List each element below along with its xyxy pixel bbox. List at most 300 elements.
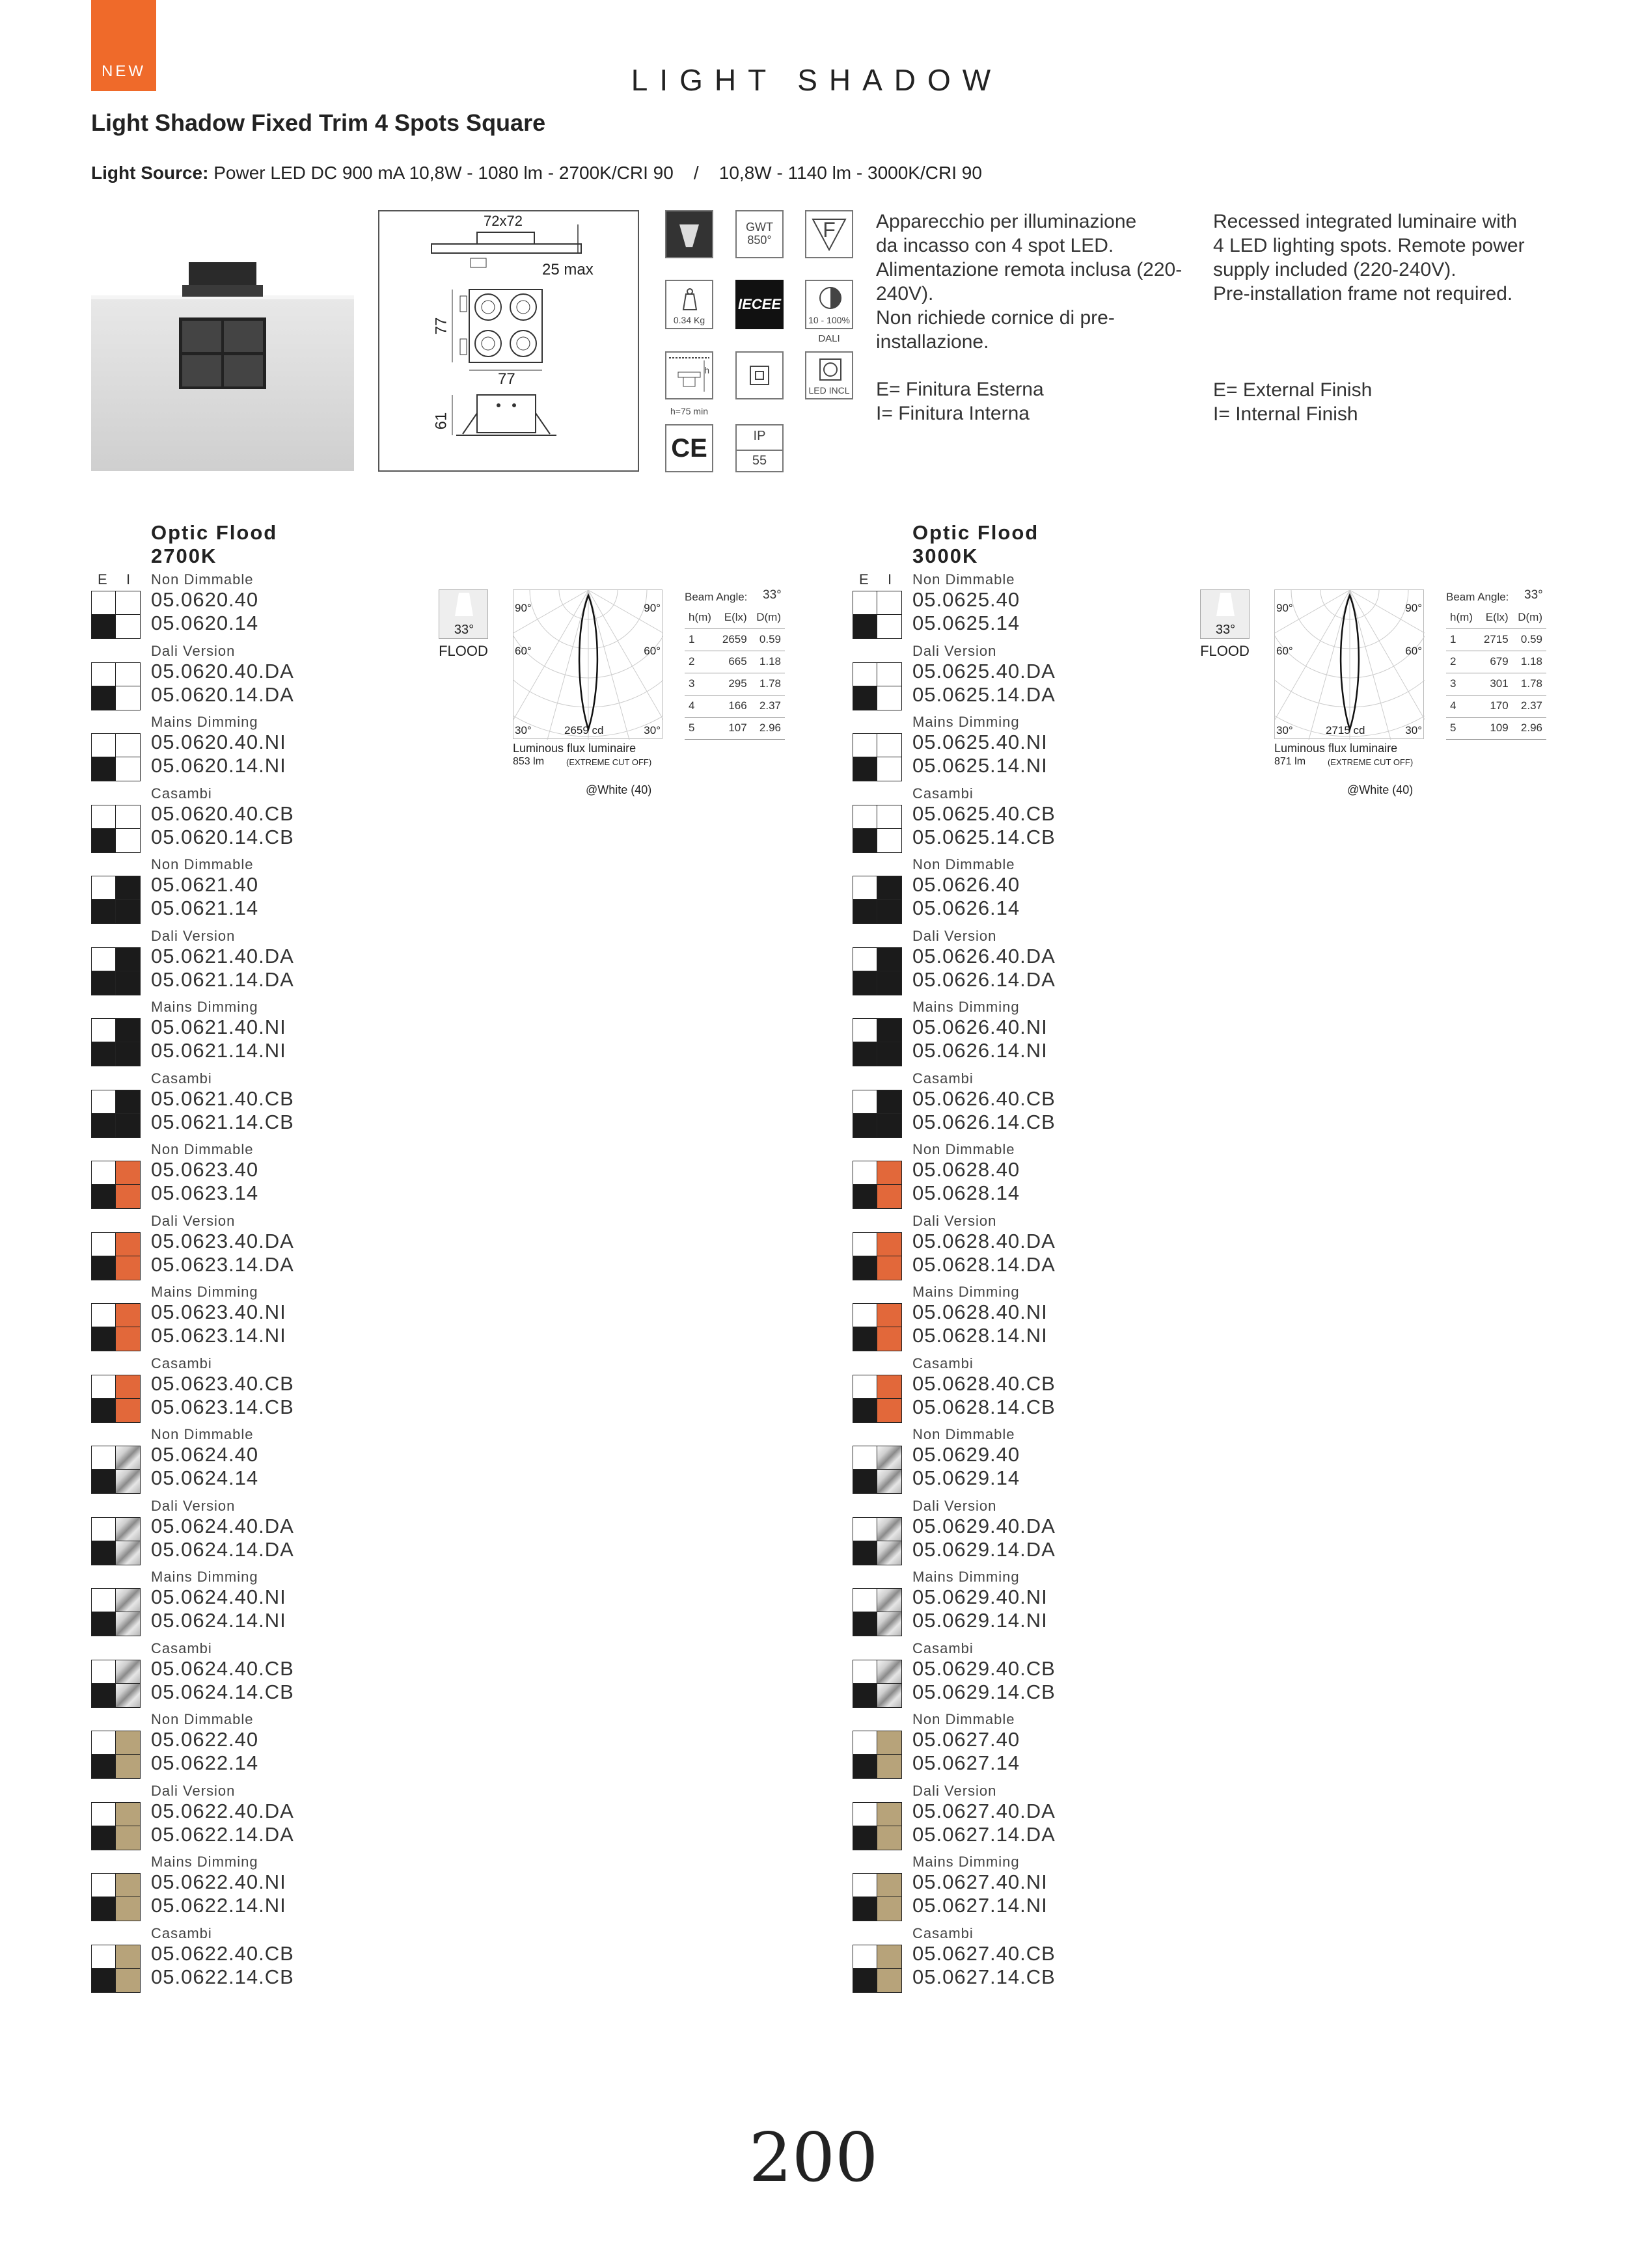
ce-mark-icon: [665, 424, 713, 472]
product-code: 05.0621.40.CB: [151, 1087, 294, 1110]
finish-swatch: [91, 1588, 141, 1636]
product-code: 05.0625.40: [912, 588, 1020, 611]
swatch-external-white: [92, 663, 116, 686]
product-code: 05.0629.40.CB: [912, 1656, 1056, 1680]
swatch-external-black: [92, 1826, 116, 1850]
product-code: 05.0621.14.DA: [151, 967, 294, 991]
product-code: 05.0624.14: [151, 1466, 259, 1489]
product-code: 05.0623.14.DA: [151, 1252, 294, 1276]
dim-depth: 25 max: [542, 261, 594, 278]
table-cell: 2: [685, 651, 717, 673]
finish-swatch: [91, 947, 141, 995]
product-code: 05.0627.14.DA: [912, 1822, 1056, 1846]
internal-finish-header: I: [888, 571, 892, 587]
iecee-label: IECEE: [737, 295, 782, 312]
swatch-external-white: [92, 1090, 116, 1114]
finish-swatch: [91, 1660, 141, 1708]
finish-swatch: [91, 1731, 141, 1779]
variant-type: Casambi: [151, 1640, 212, 1656]
finish-swatch: [853, 1873, 902, 1921]
table-cell: 1.78: [1512, 673, 1546, 695]
finish-swatch: [91, 805, 141, 853]
product-code: 05.0629.40.DA: [912, 1514, 1056, 1537]
product-code: 05.0622.40.CB: [151, 1941, 294, 1965]
swatch-internal-orange: [877, 1375, 901, 1399]
product-code: 05.0629.14.NI: [912, 1609, 1048, 1632]
beam-badge: 33°: [1215, 623, 1236, 637]
desc-it-line: Alimentazione remota inclusa (220-: [876, 259, 1183, 280]
swatch-external-black: [853, 829, 877, 852]
flux-label: Luminous flux luminaire: [513, 742, 636, 755]
table-cell: 109: [1478, 717, 1512, 739]
light-source: [91, 163, 982, 183]
variant-type: Mains Dimming: [151, 1284, 258, 1300]
external-finish-header: E: [98, 571, 107, 587]
f-mark-label: F: [823, 218, 836, 242]
swatch-internal-orange: [116, 1256, 140, 1280]
swatch-internal-chrome: [116, 1518, 140, 1541]
swatch-external-white: [853, 1660, 877, 1684]
swatch-internal-gold: [877, 1874, 901, 1897]
product-code: 05.0626.40: [912, 873, 1020, 896]
variant-type: Casambi: [912, 785, 974, 802]
swatch-external-white: [92, 1803, 116, 1826]
product-code: 05.0621.40.NI: [151, 1016, 286, 1038]
swatch-internal-black: [116, 1019, 140, 1042]
product-code: 05.0628.40.DA: [912, 1229, 1056, 1252]
table-cell: 295: [717, 673, 750, 695]
swatch-external-white: [92, 1233, 116, 1256]
product-code: 05.0629.40.NI: [912, 1586, 1048, 1608]
optic-title: Optic Flood: [912, 521, 1039, 544]
variant-type: Dali Version: [151, 1212, 236, 1229]
gwt-icon: [735, 210, 784, 258]
product-code: 05.0626.14.CB: [912, 1110, 1056, 1133]
variant-type: Non Dimmable: [912, 1711, 1015, 1727]
product-code: 05.0620.14: [151, 612, 259, 634]
product-code: 05.0622.14.CB: [151, 1965, 294, 1988]
product-code: 05.0629.40: [912, 1443, 1020, 1466]
product-code: 05.0622.40.NI: [151, 1870, 286, 1893]
swatch-external-white: [92, 1731, 116, 1755]
table-header-cell: E(lx): [1478, 606, 1512, 628]
table-cell: 2.96: [1512, 717, 1546, 739]
ip-rating-icon: [735, 424, 784, 472]
swatch-internal-white: [877, 757, 901, 781]
description-it: [876, 209, 1188, 425]
finish-swatch: [853, 1161, 902, 1209]
new-badge-label: NEW: [102, 62, 146, 80]
variant-type: Non Dimmable: [912, 571, 1015, 587]
swatch-internal-orange: [877, 1185, 901, 1208]
polar-label: 90°: [515, 602, 532, 614]
light-source-text: Power LED DC 900 mA 10,8W - 1080 lm - 2700K/CRI 90 / 10,8W - 1140 lm - 3000K/CRI 90: [208, 163, 982, 183]
swatch-external-white: [853, 591, 877, 615]
swatch-internal-white: [877, 829, 901, 852]
product-code: 05.0624.40.CB: [151, 1656, 294, 1680]
dimming-icon: [805, 280, 853, 329]
product-code: 05.0626.40.CB: [912, 1087, 1056, 1110]
variant-type: Casambi: [151, 1924, 212, 1941]
product-code: 05.0621.14: [151, 897, 259, 919]
swatch-internal-white: [877, 663, 901, 686]
desc-en-line: E= External Finish: [1213, 379, 1373, 401]
swatch-external-black: [853, 1399, 877, 1422]
swatch-internal-black: [116, 948, 140, 971]
table-row: [685, 651, 785, 673]
dimming-label: 10 - 100%: [808, 314, 850, 325]
product-code: 05.0620.40: [151, 588, 259, 611]
finish-swatch: [853, 1090, 902, 1138]
swatch-internal-gold: [116, 1803, 140, 1826]
technical-drawing: [378, 210, 639, 472]
desc-en-line: supply included (220-240V).: [1213, 259, 1456, 280]
product-code: 05.0620.14.NI: [151, 754, 286, 777]
polar-label: 90°: [644, 602, 661, 614]
optic-title: Optic Flood: [151, 521, 278, 544]
finish-swatch: [91, 1873, 141, 1921]
desc-it-line: Non richiede cornice di pre-: [876, 307, 1115, 329]
swatch-external-black: [853, 1256, 877, 1280]
desc-en-line: Recessed integrated luminaire with: [1213, 211, 1517, 232]
flux-value: 853 lm: [513, 756, 545, 767]
variant-type: Mains Dimming: [912, 1854, 1020, 1870]
photometry-table: [685, 606, 785, 740]
product-code: 05.0621.40: [151, 873, 259, 896]
table-row: [1446, 673, 1546, 695]
photometry-table: [1446, 606, 1546, 740]
swatch-internal-white: [116, 663, 140, 686]
swatch-internal-white: [116, 591, 140, 615]
product-code: 05.0628.14.DA: [912, 1252, 1056, 1276]
swatch-internal-orange: [116, 1399, 140, 1422]
swatch-external-black: [853, 757, 877, 781]
swatch-external-white: [853, 1589, 877, 1612]
variant-type: Casambi: [151, 1070, 212, 1087]
finish-swatch: [91, 1161, 141, 1209]
white-label: @White (40): [586, 783, 652, 796]
beam-icon: [439, 589, 488, 639]
swatch-internal-gold: [877, 1826, 901, 1850]
product-code: 05.0624.14.CB: [151, 1680, 294, 1703]
swatch-external-white: [853, 663, 877, 686]
swatch-internal-chrome: [116, 1541, 140, 1565]
swatch-internal-orange: [116, 1233, 140, 1256]
swatch-internal-white: [877, 686, 901, 710]
swatch-external-black: [92, 1969, 116, 1992]
finish-swatch: [91, 876, 141, 924]
variant-type: Non Dimmable: [151, 1426, 254, 1442]
product-code: 05.0625.14.NI: [912, 754, 1048, 777]
swatch-external-white: [92, 734, 116, 757]
variant-type: Non Dimmable: [912, 1141, 1015, 1157]
dim-side-height: 77: [432, 317, 450, 335]
table-cell: 2: [1446, 651, 1478, 673]
table-row: [1446, 651, 1546, 673]
finish-swatch: [853, 1232, 902, 1280]
variant-type: Mains Dimming: [151, 1569, 258, 1585]
beam-badge: 33°: [454, 623, 474, 637]
product-code: 05.0625.14.CB: [912, 825, 1056, 848]
product-code: 05.0626.40.DA: [912, 944, 1056, 967]
swatch-external-black: [92, 1114, 116, 1137]
internal-finish-header: I: [126, 571, 131, 587]
table-cell: 170: [1478, 695, 1512, 717]
product-code: 05.0623.40.DA: [151, 1229, 294, 1252]
table-cell: 1.18: [751, 651, 785, 673]
table-cell: 2.37: [751, 695, 785, 717]
beam-angle-value: 33°: [763, 588, 782, 602]
table-cell: 4: [685, 695, 717, 717]
swatch-internal-gold: [116, 1731, 140, 1755]
table-cell: 1: [1446, 628, 1478, 651]
product-code: 05.0627.14.NI: [912, 1894, 1048, 1917]
swatch-internal-black: [877, 900, 901, 923]
swatch-external-white: [853, 1874, 877, 1897]
swatch-external-black: [853, 1185, 877, 1208]
product-code: 05.0622.14.NI: [151, 1894, 286, 1917]
swatch-internal-white: [877, 805, 901, 829]
swatch-internal-black: [877, 1114, 901, 1137]
swatch-internal-orange: [116, 1375, 140, 1399]
swatch-external-black: [92, 615, 116, 638]
product-code: 05.0623.40.CB: [151, 1371, 294, 1395]
swatch-internal-white: [877, 734, 901, 757]
swatch-internal-gold: [877, 1897, 901, 1921]
product-code: 05.0623.14.NI: [151, 1324, 286, 1347]
swatch-internal-white: [116, 734, 140, 757]
desc-en-line: Pre-installation frame not required.: [1213, 283, 1513, 304]
swatch-internal-gold: [877, 1755, 901, 1778]
optic-cct: 2700K: [151, 545, 217, 567]
swatch-external-black: [92, 971, 116, 995]
variant-type: Non Dimmable: [912, 1426, 1015, 1442]
polar-label: 60°: [1276, 645, 1293, 657]
swatch-external-black: [92, 900, 116, 923]
swatch-external-white: [92, 1518, 116, 1541]
ip-value: 55: [737, 450, 782, 468]
swatch-internal-chrome: [877, 1470, 901, 1493]
variant-type: Casambi: [912, 1355, 974, 1371]
product-code: 05.0627.14: [912, 1751, 1020, 1774]
finish-swatch: [853, 1802, 902, 1850]
swatch-internal-chrome: [116, 1684, 140, 1707]
finish-swatch: [853, 1945, 902, 1993]
finish-swatch: [853, 1517, 902, 1565]
variant-type: Dali Version: [912, 642, 997, 659]
product-code: 05.0628.14.NI: [912, 1324, 1048, 1347]
swatch-internal-gold: [116, 1897, 140, 1921]
variant-type: Mains Dimming: [151, 1854, 258, 1870]
swatch-external-white: [853, 805, 877, 829]
finish-swatch: [853, 876, 902, 924]
table-cell: 301: [1478, 673, 1512, 695]
finish-swatch: [853, 733, 902, 781]
finish-swatch: [853, 1660, 902, 1708]
finish-swatch: [853, 805, 902, 853]
table-cell: 107: [717, 717, 750, 739]
swatch-internal-black: [116, 900, 140, 923]
swatch-internal-orange: [116, 1185, 140, 1208]
swatch-internal-black: [877, 876, 901, 900]
product-code: 05.0627.40: [912, 1728, 1020, 1751]
swatch-external-white: [92, 1019, 116, 1042]
swatch-internal-gold: [877, 1969, 901, 1992]
swatch-external-white: [853, 1304, 877, 1327]
table-row: [685, 695, 785, 717]
swatch-external-white: [92, 1446, 116, 1470]
polar-label: 60°: [644, 645, 661, 657]
product-code: 05.0626.14: [912, 897, 1020, 919]
table-cell: 0.59: [1512, 628, 1546, 651]
variant-type: Mains Dimming: [912, 1569, 1020, 1585]
variant-type: Dali Version: [912, 1782, 997, 1799]
swatch-internal-orange: [116, 1327, 140, 1351]
swatch-external-black: [853, 1612, 877, 1636]
product-code: 05.0624.14.DA: [151, 1537, 294, 1561]
optic-cct: 3000K: [912, 545, 979, 567]
product-code: 05.0624.40: [151, 1443, 259, 1466]
description-en: [1213, 209, 1552, 426]
product-code: 05.0625.14.DA: [912, 682, 1056, 706]
variant-type: Dali Version: [912, 927, 997, 944]
swatch-internal-black: [116, 1114, 140, 1137]
finish-swatch: [853, 1731, 902, 1779]
swatch-external-white: [853, 1446, 877, 1470]
desc-en-line: 4 LED lighting spots. Remote power: [1213, 235, 1525, 256]
swatch-external-black: [92, 829, 116, 852]
swatch-external-black: [853, 900, 877, 923]
swatch-external-black: [853, 1042, 877, 1066]
swatch-internal-orange: [877, 1327, 901, 1351]
swatch-external-black: [92, 1327, 116, 1351]
table-cell: 5: [685, 717, 717, 739]
swatch-internal-chrome: [116, 1446, 140, 1470]
product-code: 05.0626.40.NI: [912, 1016, 1048, 1038]
finish-swatch: [91, 1802, 141, 1850]
ip-label: IP: [753, 429, 766, 443]
swatch-internal-gold: [877, 1803, 901, 1826]
variant-type: Non Dimmable: [151, 1141, 254, 1157]
table-cell: 665: [717, 651, 750, 673]
swatch-internal-gold: [116, 1826, 140, 1850]
polar-cd: 2715 cd: [1326, 724, 1365, 736]
square-trim-icon: [735, 351, 784, 399]
product-code: 05.0625.40.NI: [912, 731, 1048, 753]
product-code: 05.0622.40: [151, 1728, 259, 1751]
variant-type: Mains Dimming: [151, 999, 258, 1015]
polar-label: 90°: [1405, 602, 1422, 614]
finish-swatch: [853, 662, 902, 710]
table-header-cell: h(m): [1446, 606, 1478, 628]
table-row: [685, 717, 785, 739]
finish-swatch: [853, 947, 902, 995]
polar-cd: 2659 cd: [564, 724, 604, 736]
swatch-external-white: [92, 1304, 116, 1327]
variant-type: Casambi: [912, 1924, 974, 1941]
flux-value: 871 lm: [1274, 756, 1306, 767]
table-cell: 5: [1446, 717, 1478, 739]
swatch-external-black: [853, 1755, 877, 1778]
swatch-internal-chrome: [116, 1612, 140, 1636]
table-row: [1446, 695, 1546, 717]
polar-diagram: [1274, 589, 1424, 739]
swatch-internal-white: [116, 757, 140, 781]
swatch-internal-chrome: [877, 1684, 901, 1707]
variant-type: Non Dimmable: [151, 856, 254, 872]
swatch-external-white: [853, 1233, 877, 1256]
swatch-internal-orange: [877, 1233, 901, 1256]
external-finish-header: E: [859, 571, 869, 587]
swatch-external-black: [853, 971, 877, 995]
variant-type: Casambi: [151, 785, 212, 802]
swatch-external-white: [853, 948, 877, 971]
swatch-internal-white: [877, 591, 901, 615]
variant-type: Mains Dimming: [151, 714, 258, 730]
swatch-external-white: [853, 1945, 877, 1969]
table-cell: 2.37: [1512, 695, 1546, 717]
product-code: 05.0620.40.NI: [151, 731, 286, 753]
table-header-cell: E(lx): [717, 606, 750, 628]
swatch-internal-black: [116, 876, 140, 900]
install-height-icon: [665, 351, 713, 399]
swatch-external-white: [92, 1589, 116, 1612]
swatch-internal-chrome: [877, 1446, 901, 1470]
swatch-external-black: [853, 1897, 877, 1921]
variant-type: Casambi: [912, 1070, 974, 1087]
swatch-internal-white: [116, 615, 140, 638]
swatch-external-black: [92, 757, 116, 781]
finish-swatch: [91, 662, 141, 710]
swatch-external-white: [853, 734, 877, 757]
product-code: 05.0621.40.DA: [151, 944, 294, 967]
swatch-internal-orange: [877, 1161, 901, 1185]
dim-front-width: 77: [498, 370, 515, 388]
finish-swatch: [91, 1375, 141, 1423]
swatch-external-white: [853, 1803, 877, 1826]
product-title: Light Shadow Fixed Trim 4 Spots Square: [91, 109, 546, 136]
swatch-internal-chrome: [877, 1660, 901, 1684]
polar-label: 30°: [1405, 724, 1422, 736]
swatch-external-black: [92, 1256, 116, 1280]
cutoff-label: (EXTREME CUT OFF): [1328, 757, 1414, 767]
table-cell: 1.78: [751, 673, 785, 695]
product-code: 05.0628.14: [912, 1181, 1020, 1204]
swatch-internal-black: [116, 1090, 140, 1114]
product-code: 05.0622.14.DA: [151, 1822, 294, 1846]
swatch-internal-gold: [877, 1945, 901, 1969]
table-row: [1446, 628, 1546, 651]
led-incl-label: LED INCL: [808, 385, 850, 396]
variant-type: Dali Version: [912, 1497, 997, 1514]
finish-swatch: [91, 1945, 141, 1993]
swatch-external-black: [92, 1470, 116, 1493]
swatch-internal-black: [877, 1090, 901, 1114]
product-code: 05.0625.40.DA: [912, 659, 1056, 682]
product-code: 05.0628.40: [912, 1158, 1020, 1181]
swatch-external-white: [92, 948, 116, 971]
desc-it-line: Apparecchio per illuminazione: [876, 211, 1137, 232]
product-code: 05.0626.14.DA: [912, 967, 1056, 991]
swatch-external-white: [92, 591, 116, 615]
swatch-internal-chrome: [116, 1660, 140, 1684]
variant-type: Casambi: [912, 1640, 974, 1656]
finish-swatch: [91, 591, 141, 639]
swatch-internal-white: [116, 686, 140, 710]
brand-title: LIGHT SHADOW: [631, 63, 1003, 97]
swatch-internal-gold: [116, 1755, 140, 1778]
recessed-icon: [665, 210, 713, 258]
